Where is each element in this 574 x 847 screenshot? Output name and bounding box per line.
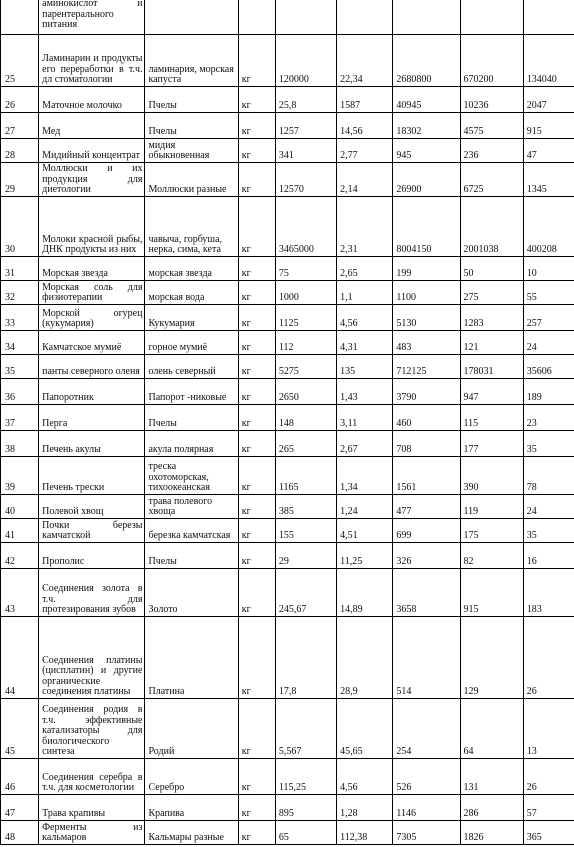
unit-cell: кг [238,197,275,257]
table-row [1,139,574,163]
product-name-cell: Трава крапивы [39,795,145,821]
volume-cell: 29 [275,543,336,569]
volume-cell [275,0,336,35]
value-quarter-cell: 915 [460,569,523,617]
table-row [1,759,574,795]
volume-cell: 112 [275,331,336,355]
value-quarter-cell: 4575 [460,113,523,139]
value-fifth-cell: 915 [523,113,574,139]
row-number-cell: 30 [1,197,39,257]
value-quarter-cell: 50 [460,257,523,281]
total-value-cell [393,0,460,35]
value-fifth-cell: 257 [523,305,574,331]
unit-cell: кг [238,281,275,305]
price-cell: 22,34 [337,35,393,87]
table-row [1,543,574,569]
total-value-cell: 326 [393,543,460,569]
volume-cell: 895 [275,795,336,821]
value-quarter-cell: 178031 [460,355,523,379]
product-name-cell: Моллюски и их продукция для диетологии [39,163,145,197]
row-number-cell [1,0,39,35]
unit-cell: кг [238,87,275,113]
table-row [1,35,574,87]
unit-cell: кг [238,163,275,197]
raw-source-cell: Моллюски разные [145,163,238,197]
raw-source-cell: морская вода [145,281,238,305]
total-value-cell: 2680800 [393,35,460,87]
row-number-cell: 37 [1,405,39,431]
raw-source-cell: олень северный [145,355,238,379]
row-number-cell: 41 [1,519,39,543]
total-value-cell: 5130 [393,305,460,331]
unit-cell: кг [238,569,275,617]
raw-source-cell: Платина [145,617,238,699]
raw-source-cell: трава полевого хвоща [145,495,238,519]
total-value-cell: 199 [393,257,460,281]
unit-cell: кг [238,305,275,331]
product-name-cell: Почки березы камчатской [39,519,145,543]
unit-cell: кг [238,759,275,795]
row-number-cell: 46 [1,759,39,795]
raw-source-cell: Кальмары разные [145,821,238,845]
unit-cell: кг [238,113,275,139]
value-quarter-cell: 177 [460,431,523,457]
value-quarter-cell: 286 [460,795,523,821]
product-name-cell: Печень трески [39,457,145,495]
volume-cell: 155 [275,519,336,543]
volume-cell: 1257 [275,113,336,139]
product-name-cell: Перга [39,405,145,431]
value-quarter-cell: 175 [460,519,523,543]
price-cell: 1,28 [337,795,393,821]
value-fifth-cell: 10 [523,257,574,281]
table-row [1,0,574,35]
value-fifth-cell: 1345 [523,163,574,197]
total-value-cell: 708 [393,431,460,457]
product-name-cell: Соединения серебра в т.ч. для косметологии [39,759,145,795]
price-cell: 1,43 [337,379,393,405]
price-cell: 14,56 [337,113,393,139]
raw-source-cell: акула полярная [145,431,238,457]
value-quarter-cell: 236 [460,139,523,163]
volume-cell: 1165 [275,457,336,495]
total-value-cell: 7305 [393,821,460,845]
unit-cell: кг [238,457,275,495]
table-row [1,197,574,257]
product-name-cell: Морская соль для физиотерапии [39,281,145,305]
volume-cell: 115,25 [275,759,336,795]
unit-cell: кг [238,35,275,87]
total-value-cell: 18302 [393,113,460,139]
table-row [1,795,574,821]
table-row [1,821,574,845]
unit-cell: кг [238,821,275,845]
volume-cell: 385 [275,495,336,519]
price-cell: 2,77 [337,139,393,163]
total-value-cell: 526 [393,759,460,795]
total-value-cell: 8004150 [393,197,460,257]
value-fifth-cell: 134040 [523,35,574,87]
value-fifth-cell: 35 [523,519,574,543]
price-cell: 4,31 [337,331,393,355]
unit-cell: кг [238,405,275,431]
unit-cell: кг [238,331,275,355]
volume-cell: 75 [275,257,336,281]
row-number-cell: 33 [1,305,39,331]
unit-cell: кг [238,355,275,379]
value-quarter-cell: 82 [460,543,523,569]
volume-cell: 265 [275,431,336,457]
product-name-cell: Соединения платины (цисплатин) и другие органические соединения платины [39,617,145,699]
raw-source-cell: горное мумиё [145,331,238,355]
price-cell: 1587 [337,87,393,113]
value-quarter-cell: 275 [460,281,523,305]
total-value-cell: 699 [393,519,460,543]
table-row [1,257,574,281]
table-row [1,457,574,495]
price-cell: 2,31 [337,197,393,257]
price-cell: 1,34 [337,457,393,495]
table-row [1,405,574,431]
table-row [1,379,574,405]
row-number-cell: 31 [1,257,39,281]
value-fifth-cell: 2047 [523,87,574,113]
value-fifth-cell: 189 [523,379,574,405]
volume-cell: 120000 [275,35,336,87]
unit-cell: кг [238,139,275,163]
table-row [1,699,574,759]
volume-cell: 3465000 [275,197,336,257]
unit-cell: кг [238,795,275,821]
product-name-cell: Прополис [39,543,145,569]
value-quarter-cell: 121 [460,331,523,355]
price-cell: 45,65 [337,699,393,759]
price-cell: 28,9 [337,617,393,699]
price-cell [337,0,393,35]
price-cell: 2,67 [337,431,393,457]
total-value-cell: 40945 [393,87,460,113]
value-quarter-cell: 10236 [460,87,523,113]
product-name-cell: панты северного оленя [39,355,145,379]
value-quarter-cell: 119 [460,495,523,519]
product-name-cell: аминокислот и парентерального питания [39,0,145,35]
raw-source-cell: березка камчатская [145,519,238,543]
product-name-cell: Морской огурец (кукумария) [39,305,145,331]
value-quarter-cell: 115 [460,405,523,431]
product-name-cell: Молоки красной рыбы, ДНК продукты из них [39,197,145,257]
row-number-cell: 29 [1,163,39,197]
unit-cell: кг [238,257,275,281]
row-number-cell: 43 [1,569,39,617]
total-value-cell: 1561 [393,457,460,495]
price-cell: 2,65 [337,257,393,281]
unit-cell: кг [238,379,275,405]
price-cell: 14,89 [337,569,393,617]
raw-source-cell: Кукумария [145,305,238,331]
volume-cell: 148 [275,405,336,431]
value-fifth-cell: 35 [523,431,574,457]
raw-source-cell: Крапива [145,795,238,821]
row-number-cell: 36 [1,379,39,405]
value-fifth-cell: 365 [523,821,574,845]
product-name-cell: Камчатское мумиё [39,331,145,355]
value-quarter-cell: 64 [460,699,523,759]
volume-cell: 25,8 [275,87,336,113]
table-row [1,431,574,457]
raw-source-cell: Родий [145,699,238,759]
value-fifth-cell: 78 [523,457,574,495]
product-name-cell: Мед [39,113,145,139]
price-cell: 4,51 [337,519,393,543]
raw-source-cell: Пчелы [145,113,238,139]
value-fifth-cell [523,0,574,35]
row-number-cell: 34 [1,331,39,355]
value-quarter-cell: 2001038 [460,197,523,257]
volume-cell: 5275 [275,355,336,379]
raw-source-cell: Пчелы [145,543,238,569]
value-quarter-cell: 947 [460,379,523,405]
table-row [1,519,574,543]
price-cell: 3,11 [337,405,393,431]
raw-source-cell: чавыча, горбуша, нерка, сима, кета [145,197,238,257]
table-row [1,569,574,617]
value-fifth-cell: 26 [523,759,574,795]
value-quarter-cell: 6725 [460,163,523,197]
total-value-cell: 254 [393,699,460,759]
value-fifth-cell: 16 [523,543,574,569]
row-number-cell: 27 [1,113,39,139]
value-quarter-cell: 131 [460,759,523,795]
product-name-cell: Ламинарин и продукты его переработки в т.ч. дл стоматологии [39,35,145,87]
table-row [1,495,574,519]
volume-cell: 2650 [275,379,336,405]
price-cell: 2,14 [337,163,393,197]
value-quarter-cell: 670200 [460,35,523,87]
raw-source-cell [145,0,238,35]
value-quarter-cell: 129 [460,617,523,699]
product-name-cell: Ферменты из кальмаров [39,821,145,845]
volume-cell: 341 [275,139,336,163]
raw-source-cell: ламинария, морская капуста [145,35,238,87]
raw-source-cell: Пчелы [145,405,238,431]
value-fifth-cell: 35606 [523,355,574,379]
value-fifth-cell: 13 [523,699,574,759]
total-value-cell: 514 [393,617,460,699]
price-cell: 4,56 [337,759,393,795]
volume-cell: 245,67 [275,569,336,617]
product-name-cell: Соединения золота в т.ч. для протезирования зубов [39,569,145,617]
total-value-cell: 1146 [393,795,460,821]
value-fifth-cell: 183 [523,569,574,617]
volume-cell: 65 [275,821,336,845]
volume-cell: 12570 [275,163,336,197]
raw-source-cell: Папорот -никовые [145,379,238,405]
table-body [1,0,574,845]
unit-cell: кг [238,543,275,569]
product-name-cell: Папоротник [39,379,145,405]
table-row [1,331,574,355]
total-value-cell: 712125 [393,355,460,379]
volume-cell: 1125 [275,305,336,331]
row-number-cell: 48 [1,821,39,845]
table-row [1,355,574,379]
row-number-cell: 45 [1,699,39,759]
price-cell: 4,56 [337,305,393,331]
product-name-cell: Маточное молочко [39,87,145,113]
value-quarter-cell [460,0,523,35]
row-number-cell: 28 [1,139,39,163]
row-number-cell: 38 [1,431,39,457]
product-name-cell: Морская звезда [39,257,145,281]
product-name-cell: Соединения родия в т.ч. эффективные катализаторы для биологического синтеза [39,699,145,759]
value-fifth-cell: 55 [523,281,574,305]
product-name-cell: Печень акулы [39,431,145,457]
value-fifth-cell: 400208 [523,197,574,257]
table-row [1,113,574,139]
raw-source-cell: Серебро [145,759,238,795]
value-quarter-cell: 1826 [460,821,523,845]
value-fifth-cell: 26 [523,617,574,699]
volume-cell: 17,8 [275,617,336,699]
total-value-cell: 477 [393,495,460,519]
row-number-cell: 26 [1,87,39,113]
row-number-cell: 39 [1,457,39,495]
table-row [1,87,574,113]
table-row [1,617,574,699]
total-value-cell: 3658 [393,569,460,617]
unit-cell: кг [238,617,275,699]
volume-cell: 5,567 [275,699,336,759]
total-value-cell: 1100 [393,281,460,305]
price-cell: 135 [337,355,393,379]
total-value-cell: 26900 [393,163,460,197]
row-number-cell: 32 [1,281,39,305]
product-name-cell: Мидийный концентрат [39,139,145,163]
row-number-cell: 42 [1,543,39,569]
unit-cell: кг [238,699,275,759]
total-value-cell: 460 [393,405,460,431]
unit-cell: кг [238,519,275,543]
table-row [1,163,574,197]
raw-source-cell: Золото [145,569,238,617]
price-cell: 112,38 [337,821,393,845]
value-fifth-cell: 57 [523,795,574,821]
price-cell: 11,25 [337,543,393,569]
raw-source-cell: морская звезда [145,257,238,281]
row-number-cell: 35 [1,355,39,379]
value-quarter-cell: 1283 [460,305,523,331]
table-row [1,281,574,305]
price-cell: 1,24 [337,495,393,519]
unit-cell [238,0,275,35]
row-number-cell: 44 [1,617,39,699]
value-fifth-cell: 47 [523,139,574,163]
total-value-cell: 3790 [393,379,460,405]
table-row [1,305,574,331]
row-number-cell: 25 [1,35,39,87]
unit-cell: кг [238,431,275,457]
price-cell: 1,1 [337,281,393,305]
row-number-cell: 47 [1,795,39,821]
raw-source-cell: мидия обыкновенная [145,139,238,163]
value-fifth-cell: 24 [523,495,574,519]
raw-source-cell: Пчелы [145,87,238,113]
raw-source-cell: треска охотоморская, тихоокеанская [145,457,238,495]
total-value-cell: 483 [393,331,460,355]
value-fifth-cell: 23 [523,405,574,431]
total-value-cell: 945 [393,139,460,163]
row-number-cell: 40 [1,495,39,519]
value-quarter-cell: 390 [460,457,523,495]
product-name-cell: Полевой хвощ [39,495,145,519]
value-fifth-cell: 24 [523,331,574,355]
unit-cell: кг [238,495,275,519]
volume-cell: 1000 [275,281,336,305]
